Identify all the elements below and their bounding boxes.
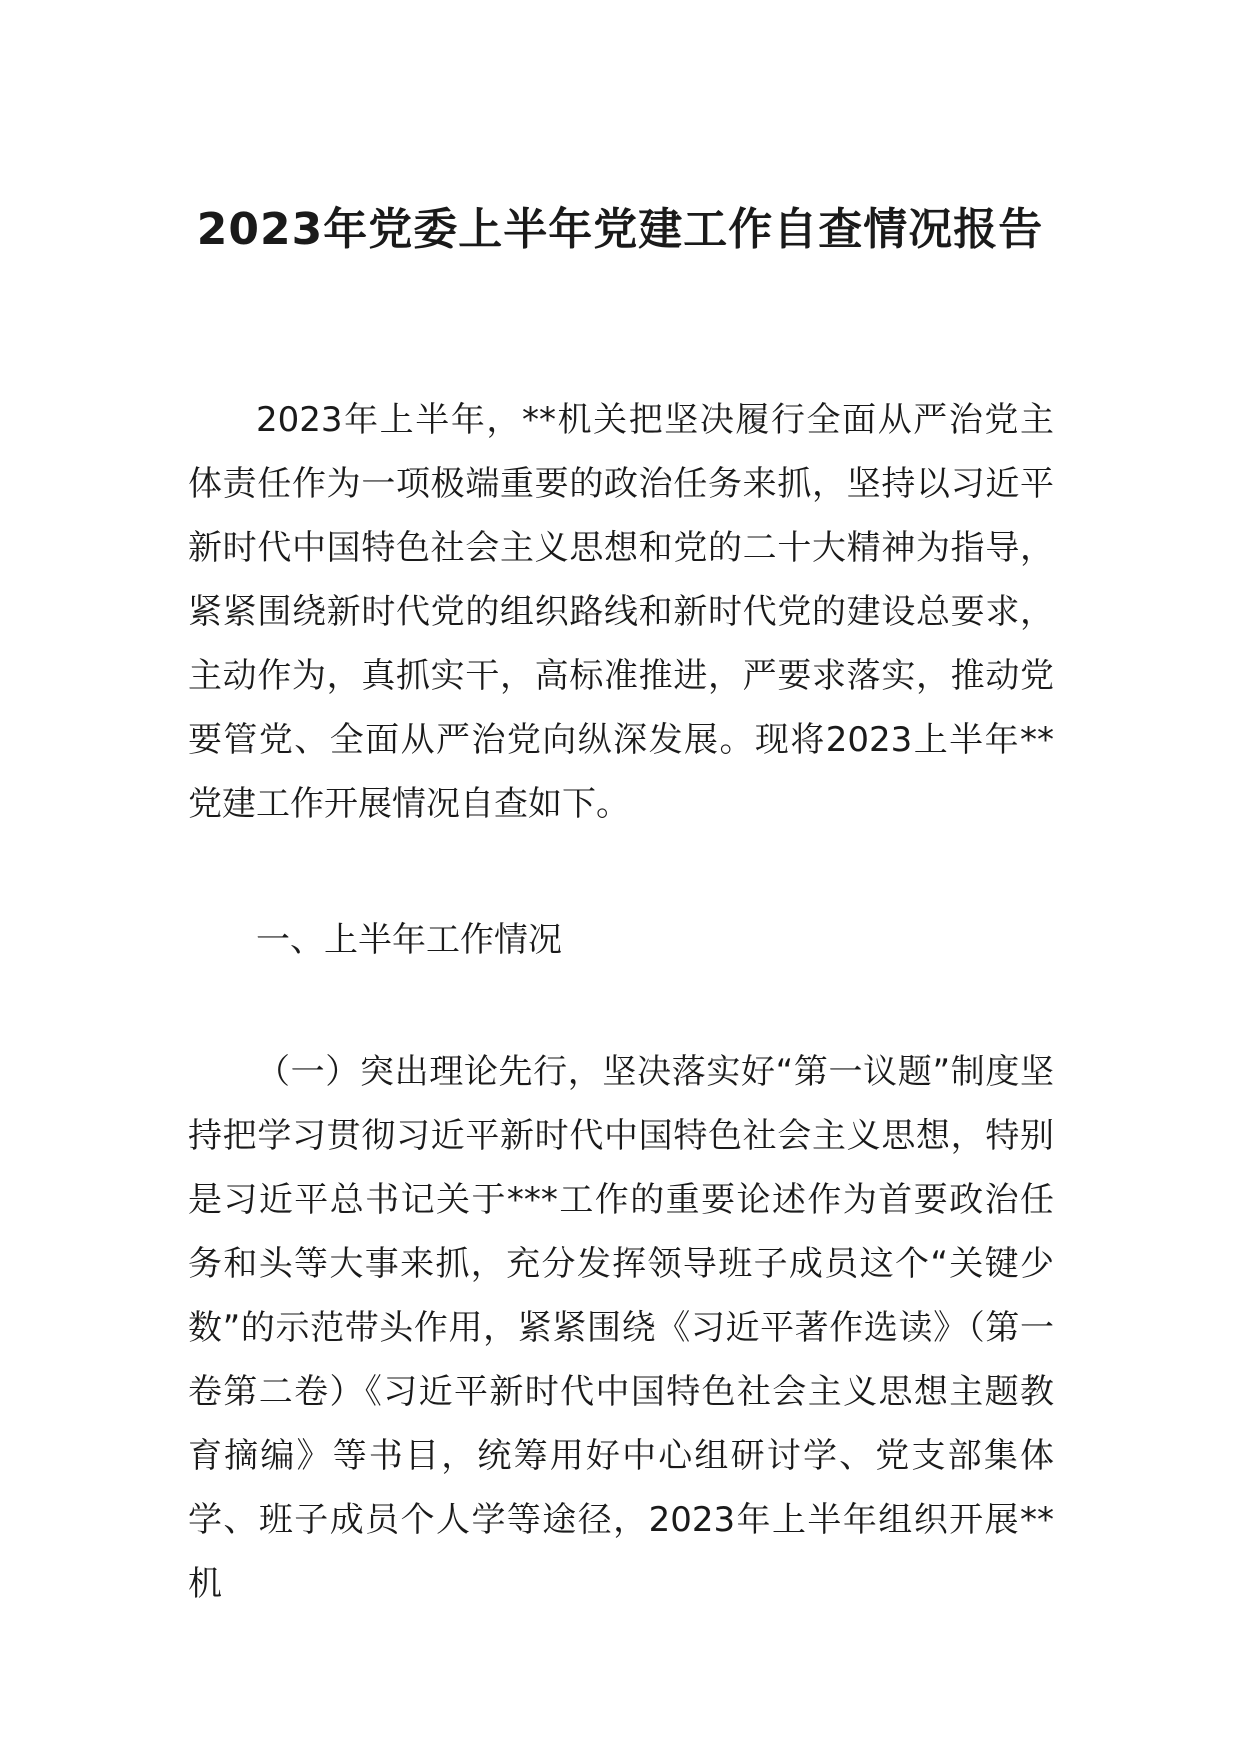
intro-paragraph: 2023年上半年，**机关把坚决履行全面从严治党主体责任作为一项极端重要的政治任务来抓，坚持以习近平新时代中国特色社会主义思想和党的二十大精神为指导，紧紧围绕新时代党的组织路线和新时代党的建设总要求，主动作为，真抓实干，高标准推进，严要求落实，推动党要管党、全面从严治党向纵深发展。现将2023上半年**党建工作开展情况自查如下。 (188, 400, 1054, 824)
document-title: 2023年党委上半年党建工作自查情况报告 (196, 204, 1044, 255)
item1-paragraph: （一）突出理论先行，坚决落实好“第一议题”制度坚持把学习贯彻习近平新时代中国特色社会主义思想，特别是习近平总书记关于***工作的重要论述作为首要政治任务和头等大事来抓，充分发挥领导班子成员这个“关键少数”的示范带头作用，紧紧围绕《习近平著作选读》（第一卷第二卷）《习近平新时代中国特色社会主义思想主题教育摘编》等书目，统筹用好中心组研讨学、党支部集体学、班子成员个人学等途径，2023年上半年组织开展**机 (188, 1052, 1054, 1604)
section-heading: 一、上半年工作情况 (256, 920, 562, 960)
